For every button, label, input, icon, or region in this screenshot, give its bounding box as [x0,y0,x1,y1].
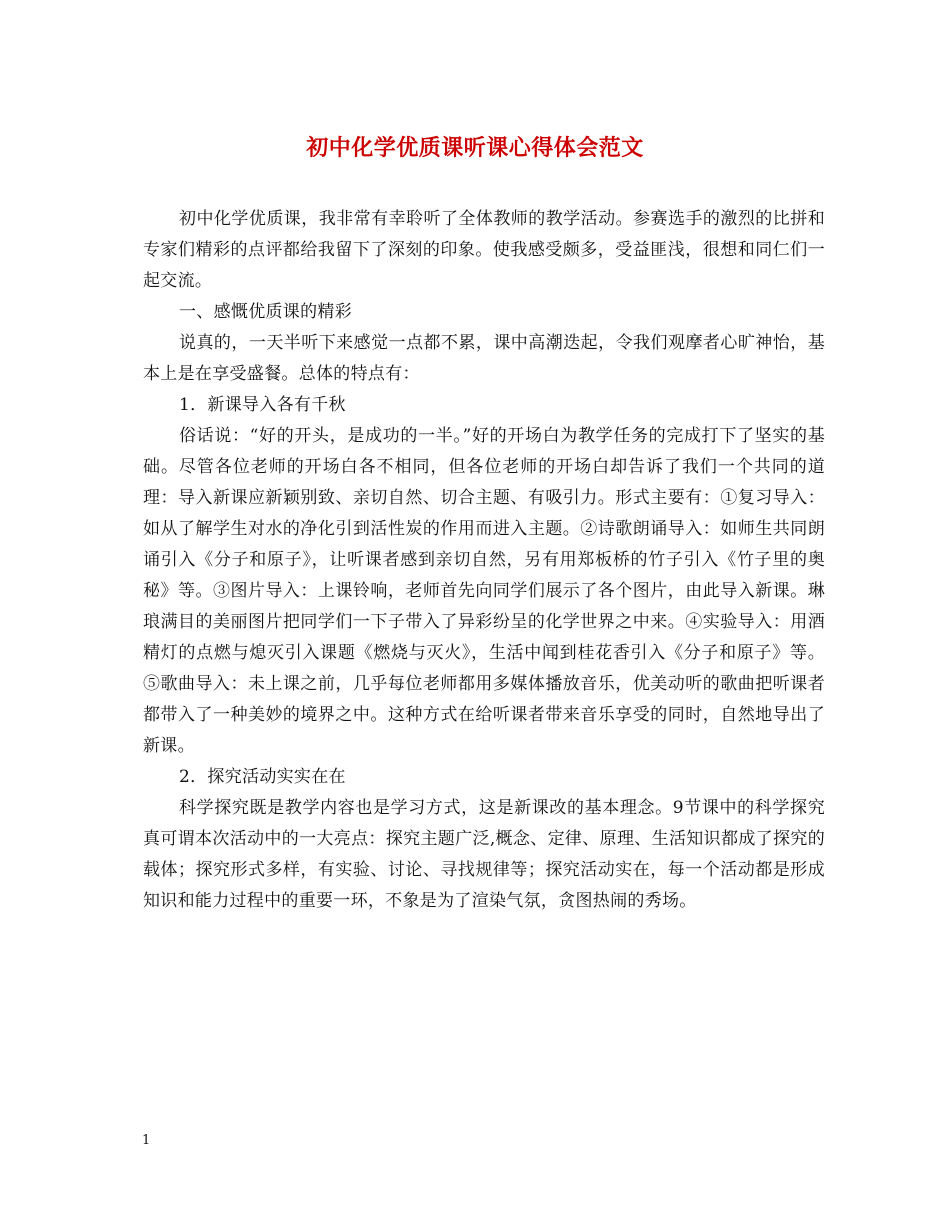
paragraph: 说真的，一天半听下来感觉一点都不累，课中高潮迭起，令我们观摩者心旷神怡，基本上是在享受盛餐。总体的特点有： [143,333,825,384]
subsection-heading: 1．新课导入各有千秋 [179,395,346,415]
subsection-heading: 2．探究活动实实在在 [179,767,346,787]
paragraph: 科学探究既是教学内容也是学习方式，这是新课改的基本理念。9节课中的科学探究真可谓本次活动中的一大亮点：探究主题广泛,概念、定律、原理、生活知识都成了探究的载体；探究形式多样，有实验、讨论、寻找规律等；探究活动实在，每一个活动都是形成知识和能力过程中的重要一环，不象是为了渲染气氛，贪图热闹的秀场。 [143,798,825,911]
document-title: 初中化学优质课听课心得体会范文 [306,135,644,161]
paragraph: 俗话说：“好的开头，是成功的一半。”好的开场白为教学任务的完成打下了坚实的基础。尽管各位老师的开场白各不相同，但各位老师的开场白却告诉了我们一个共同的道理：导入新课应新颖别致、亲切自然、切合主题、有吸引力。形式主要有：①复习导入：如从了解学生对水的净化引到活性炭的作用而进入主题。②诗歌朗诵导入：如师生共同朗诵引入《分子和原子》，让听课者感到亲切自然，另有用郑板桥的竹子引入《竹子里的奥秘》等。③图片导入：上课铃响，老师首先向同学们展示了各个图片，由此导入新课。琳琅满目的美丽图片把同学们一下子带入了异彩纷呈的化学世界之中来。④实验导入：用酒精灯的点燃与熄灭引入课题《燃烧与灭火》，生活中闻到桂花香引入《分子和原子》等。⑤歌曲导入：未上课之前，几乎每位老师都用多媒体播放音乐，优美动听的歌曲把听课者都带入了一种美妙的境界之中。这种方式在给听课者带来音乐享受的同时，自然地导出了新课。 [143,426,825,756]
paragraph: 初中化学优质课，我非常有幸聆听了全体教师的教学活动。参赛选手的激烈的比拼和专家们精彩的点评都给我留下了深刻的印象。使我感受颇多，受益匪浅，很想和同仁们一起交流。 [143,209,825,291]
page-number: 1 [142,1133,151,1148]
section-heading: 一、感慨优质课的精彩 [179,302,352,322]
document-body [143,204,825,917]
